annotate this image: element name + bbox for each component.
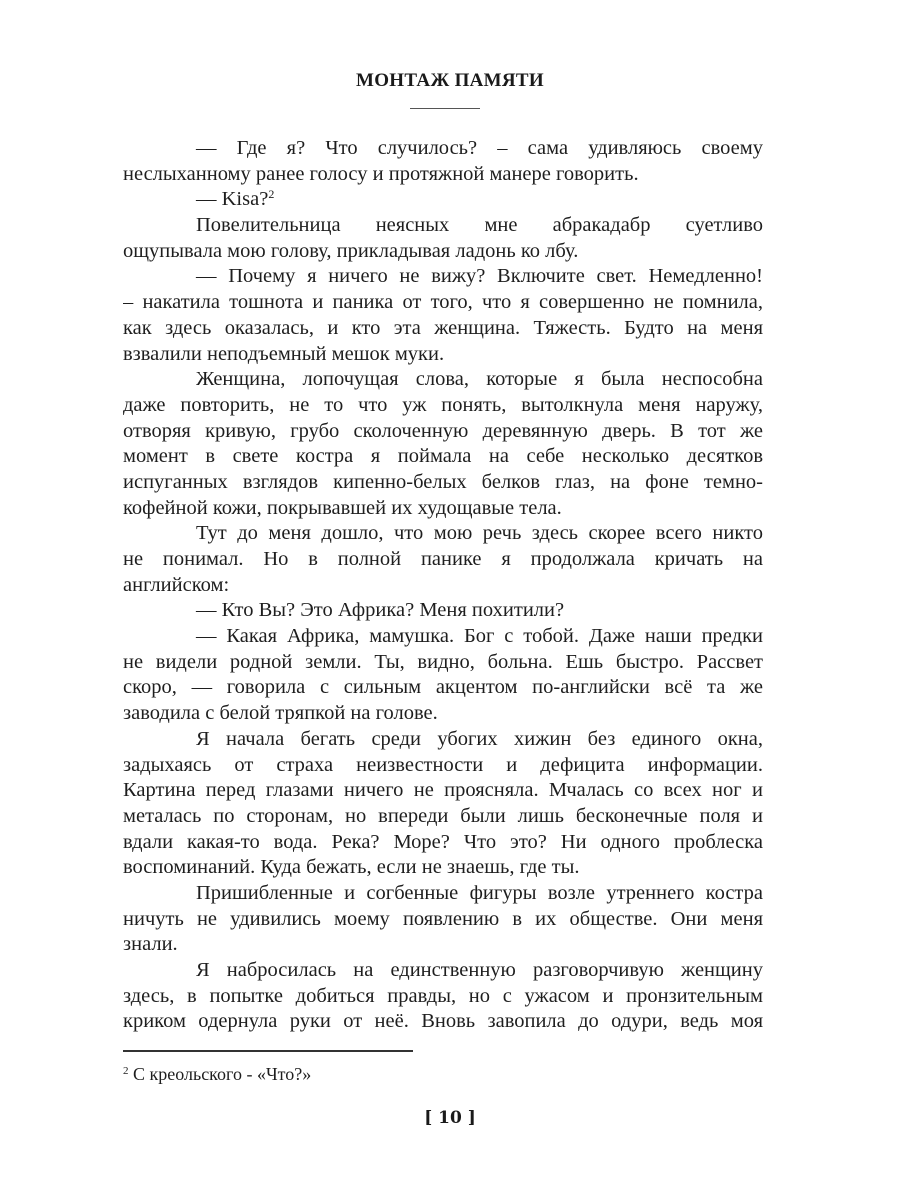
- text-line: [123, 753, 763, 779]
- text-line: [123, 1009, 763, 1035]
- text-line-content: испуганных взглядов кипенно-белых белков глаз, на фоне темно-: [123, 470, 763, 493]
- text-line: [123, 624, 763, 650]
- text-line-content: Повелительница неясных мне абракадабр суетливо: [196, 214, 763, 237]
- text-line: [123, 881, 763, 907]
- text-line-content: как здесь оказалась, и кто эта женщина. Тяжесть. Будто на меня: [123, 316, 763, 339]
- text-line: [123, 675, 763, 701]
- text-line-content: не понимал. Но в полной панике я продолжала кричать на: [123, 548, 763, 570]
- text-line: [123, 855, 763, 881]
- text-line: [123, 907, 763, 933]
- text-line: [123, 650, 763, 676]
- text-line-content: воспоминаний. Куда бежать, если не знаешь, где ты.: [123, 856, 580, 879]
- text-line: [123, 290, 763, 316]
- text-line: [123, 162, 763, 188]
- text-line: [123, 393, 763, 419]
- text-line-content: Я начала бегать среди убогих хижин без единого окна,: [196, 727, 763, 750]
- text-line-content: — Где я? Что случилось? – сама удивляюсь своему: [196, 137, 763, 159]
- text-line-content: здесь, в попытке добиться правды, но с ужасом и пронзительным: [123, 984, 763, 1007]
- text-line: [123, 521, 763, 547]
- text-line-content: — Почему я ничего не вижу? Включите свет. Немедленно!: [196, 265, 763, 288]
- text-line-content: не видели родной земли. Ты, видно, больна. Ешь быстро. Рассвет: [123, 650, 763, 673]
- text-line-content: — Какая Африка, мамушка. Бог с тобой. Даже наши предки: [196, 625, 763, 648]
- text-line: [123, 804, 763, 830]
- running-header-title: МОНТАЖ ПАМЯТИ: [356, 70, 544, 91]
- text-line-content: скоро, — говорила с сильным акцентом по-английски всё та же: [123, 676, 763, 699]
- footnote: [123, 1064, 311, 1085]
- text-line: [123, 444, 763, 470]
- text-line-content: кофейной кожи, покрывавшей их худощавые тела.: [123, 496, 562, 519]
- text-line: [123, 547, 763, 573]
- text-line-content: ощупывала мою голову, прикладывая ладонь ко лбу.: [123, 239, 579, 262]
- text-line-content: — Kisa?: [196, 188, 269, 211]
- footnote-reference: 2: [268, 187, 275, 202]
- text-line-content: Тут до меня дошло, что мою речь здесь скорее всего никто: [196, 522, 763, 545]
- text-line: [123, 701, 763, 727]
- header-divider: [410, 108, 480, 109]
- text-line: [123, 958, 763, 984]
- text-line-content: заводила с белой тряпкой на голове.: [123, 702, 438, 725]
- text-line-content: криком одернула руки от неё. Вновь завопила до одури, ведь моя: [123, 1010, 763, 1033]
- text-line: [123, 470, 763, 496]
- text-line-content: момент в свете костра я поймала на себе несколько десятков: [123, 445, 763, 468]
- text-line: [123, 342, 763, 368]
- text-line-content: – накатила тошнота и паника от того, что я совершенно не помнила,: [123, 291, 763, 314]
- text-line-content: Женщина, лопочущая слова, которые я была неспособна: [196, 368, 763, 391]
- text-line: [123, 932, 763, 958]
- text-line-content: Пришибленные и согбенные фигуры возле утреннего костра: [196, 881, 763, 904]
- text-line: [123, 598, 763, 624]
- footnote-divider: [123, 1050, 413, 1052]
- text-line-content: металась по сторонам, но впереди были лишь бесконечные поля и: [123, 804, 763, 827]
- page-number: [ 10 ]: [424, 1108, 476, 1128]
- text-line-content: — Кто Вы? Это Африка? Меня похитили?: [196, 599, 565, 622]
- text-line-content: взвалили неподъемный мешок муки.: [123, 342, 445, 365]
- text-line-content: Картина перед глазами ничего не проясняла. Мчалась со всех ног и: [123, 779, 763, 802]
- text-line-content: отворяя кривую, грубо сколоченную деревянную дверь. В тот же: [123, 419, 763, 442]
- text-line-content: ничуть не удивились моему появлению в их обществе. Они меня: [123, 907, 763, 930]
- text-line: [123, 136, 763, 162]
- footnote-text: С креольского - «Что?»: [128, 1064, 312, 1084]
- text-line: [123, 419, 763, 445]
- text-line-content: вдали какая-то вода. Река? Море? Что это? Ни одного проблеска: [123, 830, 763, 853]
- text-line-content: знали.: [123, 933, 178, 956]
- text-line: [123, 367, 763, 393]
- text-line: [123, 187, 763, 213]
- text-line: [123, 727, 763, 753]
- text-line: [123, 239, 763, 265]
- footnote-marker: 2: [123, 1065, 129, 1077]
- text-line: [123, 213, 763, 239]
- text-line: [123, 984, 763, 1010]
- text-line: [123, 264, 763, 290]
- text-line: [123, 316, 763, 342]
- text-line: [123, 778, 763, 804]
- text-line-content: неслыханному ранее голосу и протяжной манере говорить.: [123, 162, 639, 185]
- text-line-content: Я набросилась на единственную разговорчивую женщину: [196, 959, 763, 981]
- text-line: [123, 496, 763, 522]
- text-line-content: даже повторить, не то что уж понять, вытолкнула меня наружу,: [123, 393, 763, 416]
- text-line-content: английском:: [123, 573, 230, 596]
- text-line: [123, 573, 763, 599]
- body-text: [123, 136, 763, 1035]
- text-line-content: задыхаясь от страха неизвестности и дефицита информации.: [123, 753, 763, 776]
- text-line: [123, 830, 763, 856]
